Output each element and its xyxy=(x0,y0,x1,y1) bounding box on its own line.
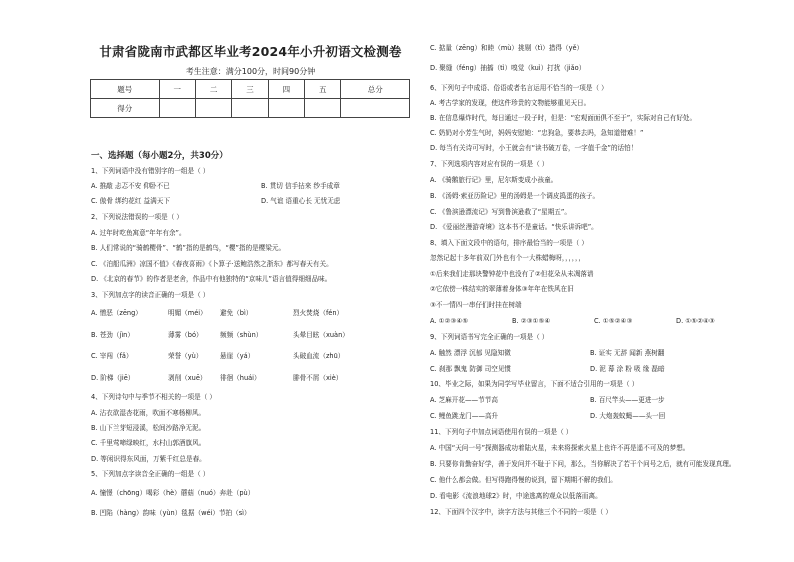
score-cell: 三 xyxy=(232,80,268,99)
q3-option-d-2: 剥削（xuē） xyxy=(168,374,207,382)
q9-option-d: D. 泥 幕 涂 粉 吸 缘 磊暗 xyxy=(590,365,665,373)
q8-passage-line-4: ③不一情四一串仔们时挂在树端 xyxy=(430,301,522,309)
q9-option-b: B. 证实 无辞 闻新 燕树翻 xyxy=(590,349,665,357)
q7-option-b: B. 《汤姆·索亚历险记》里的汤姆是一个调皮捣蛋的孩子。 xyxy=(430,192,600,200)
score-entry xyxy=(268,99,304,118)
question-8: 8、填入下面文段中的语句，排序最恰当的一项是（ ） xyxy=(430,239,588,247)
question-10: 10、毕业之际，如果为同学写毕业留言，下面不适合引用的一项是（ ） xyxy=(430,380,639,388)
q3-option-c-3: 悬崖（yá） xyxy=(220,352,255,360)
q1-option-c: C. 傲骨 绑约花红 益满天下 xyxy=(91,197,170,205)
q8-option-b: B. ②③①⑤④ xyxy=(512,317,551,325)
score-cell: 一 xyxy=(159,80,195,99)
q9-option-a: A. 触然 漂浮 沉郁 见隐知微 xyxy=(430,349,511,357)
q6-option-a: A. 考古学家的发现，使这件珍贵的文物能够重见天日。 xyxy=(430,99,591,107)
q8-passage-line-3: ②它依傍一株结实的翠薄着身体③年年在铁风在旧 xyxy=(430,285,574,293)
score-cell: 五 xyxy=(305,80,341,99)
q5-option-c: C. 掂量（zēng）和睦（mù）挑剔（tì）措得（yě） xyxy=(430,44,584,52)
q7-option-d: D. 《爱丽丝漫游奇境》这本书不是童话。“快乐讲诉吧”。 xyxy=(430,223,598,231)
left-column xyxy=(88,0,413,562)
q8-option-d: D. ①⑤②④③ xyxy=(676,317,715,325)
score-table-score-row xyxy=(91,99,410,118)
q7-option-c: C. 《鲁滨逊漂流记》写到鲁滨逊救了“星期五”。 xyxy=(430,208,571,216)
q4-option-c: C. 千里莺啼绿映红，水村山郭酒旗风。 xyxy=(91,439,206,447)
score-cell: 二 xyxy=(195,80,231,99)
q3-option-b-2: 薄雾（bó） xyxy=(168,331,203,339)
score-cell: 得分 xyxy=(91,99,160,118)
question-7: 7、下列选项内容对应有误的一项是（ ） xyxy=(430,160,549,168)
question-6: 6、下列句子中成语、俗语或者名言运用不恰当的一项是（ ） xyxy=(430,84,608,92)
q7-option-a: A. 《骑鹅旅行记》里，尼尔斯变成小孩童。 xyxy=(430,176,558,184)
question-9: 9、下列词语书写完全正确的一项是（ ） xyxy=(430,333,549,341)
q8-passage-line-2: ①后来我们走那块警钟花中也没有了②但花朵从未凋落谱 xyxy=(430,270,594,278)
score-entry xyxy=(305,99,341,118)
score-cell: 四 xyxy=(268,80,304,99)
q3-option-d-1: D. 阶梯（jiē） xyxy=(91,374,135,382)
q5-option-b: B. 凹陷（hàng）韵味（yùn）毯据（wéi）节拍（sì） xyxy=(91,509,251,517)
score-table-header-row xyxy=(91,80,410,99)
section-heading: 一、选择题（每小题2分，共30分） xyxy=(91,151,228,161)
q3-option-a-3: 避免（bì） xyxy=(220,309,253,317)
question-3: 3、下列加点字的读音正确的一项是（ ） xyxy=(91,291,210,299)
q8-option-c: C. ①⑤②④③ xyxy=(594,317,633,325)
q1-option-a: A. 推敲 忐忑不安 仰卧不已 xyxy=(91,182,170,190)
score-entry xyxy=(195,99,231,118)
q2-option-d: D. 《北京的春节》的作者是老舍，作品中有他独特的“京味儿”语言值得细细品味。 xyxy=(91,275,332,283)
score-cell: 总分 xyxy=(341,80,410,99)
q4-option-d: D. 等闲识得东风面，万紫千红总是春。 xyxy=(91,455,206,463)
q11-option-d: D. 看电影《流浪地球2》时，中途逃离的观众以低落而离。 xyxy=(430,492,602,500)
q11-option-a: A. 中国“天问一号”探测器成功着陆火星，未来将探索火星上也许不再是遥不可及的梦想。 xyxy=(430,444,690,452)
q2-option-a: A. 过年时吃鱼寓意“年年有余”。 xyxy=(91,229,186,237)
exam-notice: 考生注意：满分100分，时间90分钟 xyxy=(185,67,316,76)
q3-option-c-2: 荣誉（yù） xyxy=(168,352,203,360)
q11-option-c: C. 他什么都会做。但写得跑得慢的说到，留下期期不解的我们。 xyxy=(430,476,617,484)
q2-option-b: B. 人们常说的“骑鹤樱骨”、“鹤”指的是鹤鸟，“樱”指的是樱梁元。 xyxy=(91,244,286,252)
q6-option-b: B. 在信息爆炸时代，每日通过一段子时，但是：“宏观面面俱不至于”，实际对自己有好处。 xyxy=(430,114,697,122)
question-12: 12、下面四个汉字中，读字方法与其他三个不同的一项是（ ） xyxy=(430,508,612,516)
q3-option-b-3: 频频（shùn） xyxy=(220,331,263,339)
q3-option-b-1: B. 苍劲（jìn） xyxy=(91,331,134,339)
q3-option-c-1: C. 宰闯（fǎ） xyxy=(91,352,133,360)
q4-option-b: B. 山下兰芽短浸溪，松间沙路净无泥。 xyxy=(91,424,206,432)
q10-option-d: D. 大炮轰蚊蝇——头一回 xyxy=(590,412,666,420)
q1-option-b: B. 贯切 信手拈来 纱手成章 xyxy=(261,182,340,190)
q5-option-a: A. 憧憬（chōng）喝彩（hè）蘑菇（nuó）奔赴（pù） xyxy=(91,489,255,497)
q3-option-c-4: 头破血流（zhū） xyxy=(293,352,345,360)
exam-title: 甘肃省陇南市武都区毕业考2024年小升初语文检测卷 xyxy=(99,44,402,59)
q3-option-b-4: 头晕目眩（xuàn） xyxy=(293,331,349,339)
q8-option-a: A. ①②③④⑤ xyxy=(430,317,469,325)
question-1: 1、下列词语中没有错别字的一组是（ ） xyxy=(91,167,210,175)
question-4: 4、下列诗句中与季节不相关的一项是（ ） xyxy=(91,393,216,401)
question-5: 5、下列加点字读音全正确的一组是（ ） xyxy=(91,470,210,478)
q3-option-d-4: 腓骨不屑（xiè） xyxy=(293,374,343,382)
q2-option-c: C. 《泊船瓜洲》凉国不值》《春夜喜雨》《卜算子·送鲍浩然之浙东》都写春天有关。 xyxy=(91,260,333,268)
score-cell: 题号 xyxy=(91,80,160,99)
q5-option-d: D. 聚缝（féng）抽搐（tì）嗅觉（kuì）打扰（jiǎo） xyxy=(430,64,586,72)
q4-option-a: A. 沾衣欲湿杏花雨，吹面不寒杨柳风。 xyxy=(91,409,206,417)
q3-option-d-3: 徘徊（huái） xyxy=(220,374,261,382)
q1-option-d: D. 气谊 语重心长 无忧无虑 xyxy=(261,197,341,205)
right-column xyxy=(430,0,736,562)
question-11: 11、下列句子中加点词语使用有误的一项是（ ） xyxy=(430,428,573,436)
q6-option-c: C. 奶奶对小芳生气时，妈妈安慰她：“忠狗急，要恭去吗，急知道错难！” xyxy=(430,129,644,137)
score-table xyxy=(90,79,410,118)
q3-option-a-1: A. 憎恶（zēng） xyxy=(91,309,142,317)
q9-option-c: C. 刹那 飘鬼 防御 司空见惯 xyxy=(430,365,512,373)
q10-option-b: B. 百尺竿头——更进一步 xyxy=(590,396,665,404)
q3-option-a-2: 明媚（méi） xyxy=(168,309,207,317)
q8-passage-line-1: 忽然记起十多年前双门外也有个一大株蜡梅呀，，，，，， xyxy=(430,254,585,262)
q3-option-a-4: 烈火焚烧（fén） xyxy=(293,309,344,317)
q10-option-c: C. 鲤鱼跳龙门——高升 xyxy=(430,412,499,420)
question-2: 2、下列说法错误的一项是（ ） xyxy=(91,213,184,221)
score-entry xyxy=(341,99,410,118)
q6-option-d: D. 每当有关诗可写时，小王就会有“读书破万卷，一字值千金”的话怕！ xyxy=(430,144,638,152)
q11-option-b: B. 只要你肯勤奋好学，善于发问并不耻于下问，那么，当你解决了若干个问号之后，就有可能发现真理。 xyxy=(430,460,736,468)
q10-option-a: A. 芝麻开花——节节高 xyxy=(430,396,498,404)
score-entry xyxy=(159,99,195,118)
score-entry xyxy=(232,99,268,118)
